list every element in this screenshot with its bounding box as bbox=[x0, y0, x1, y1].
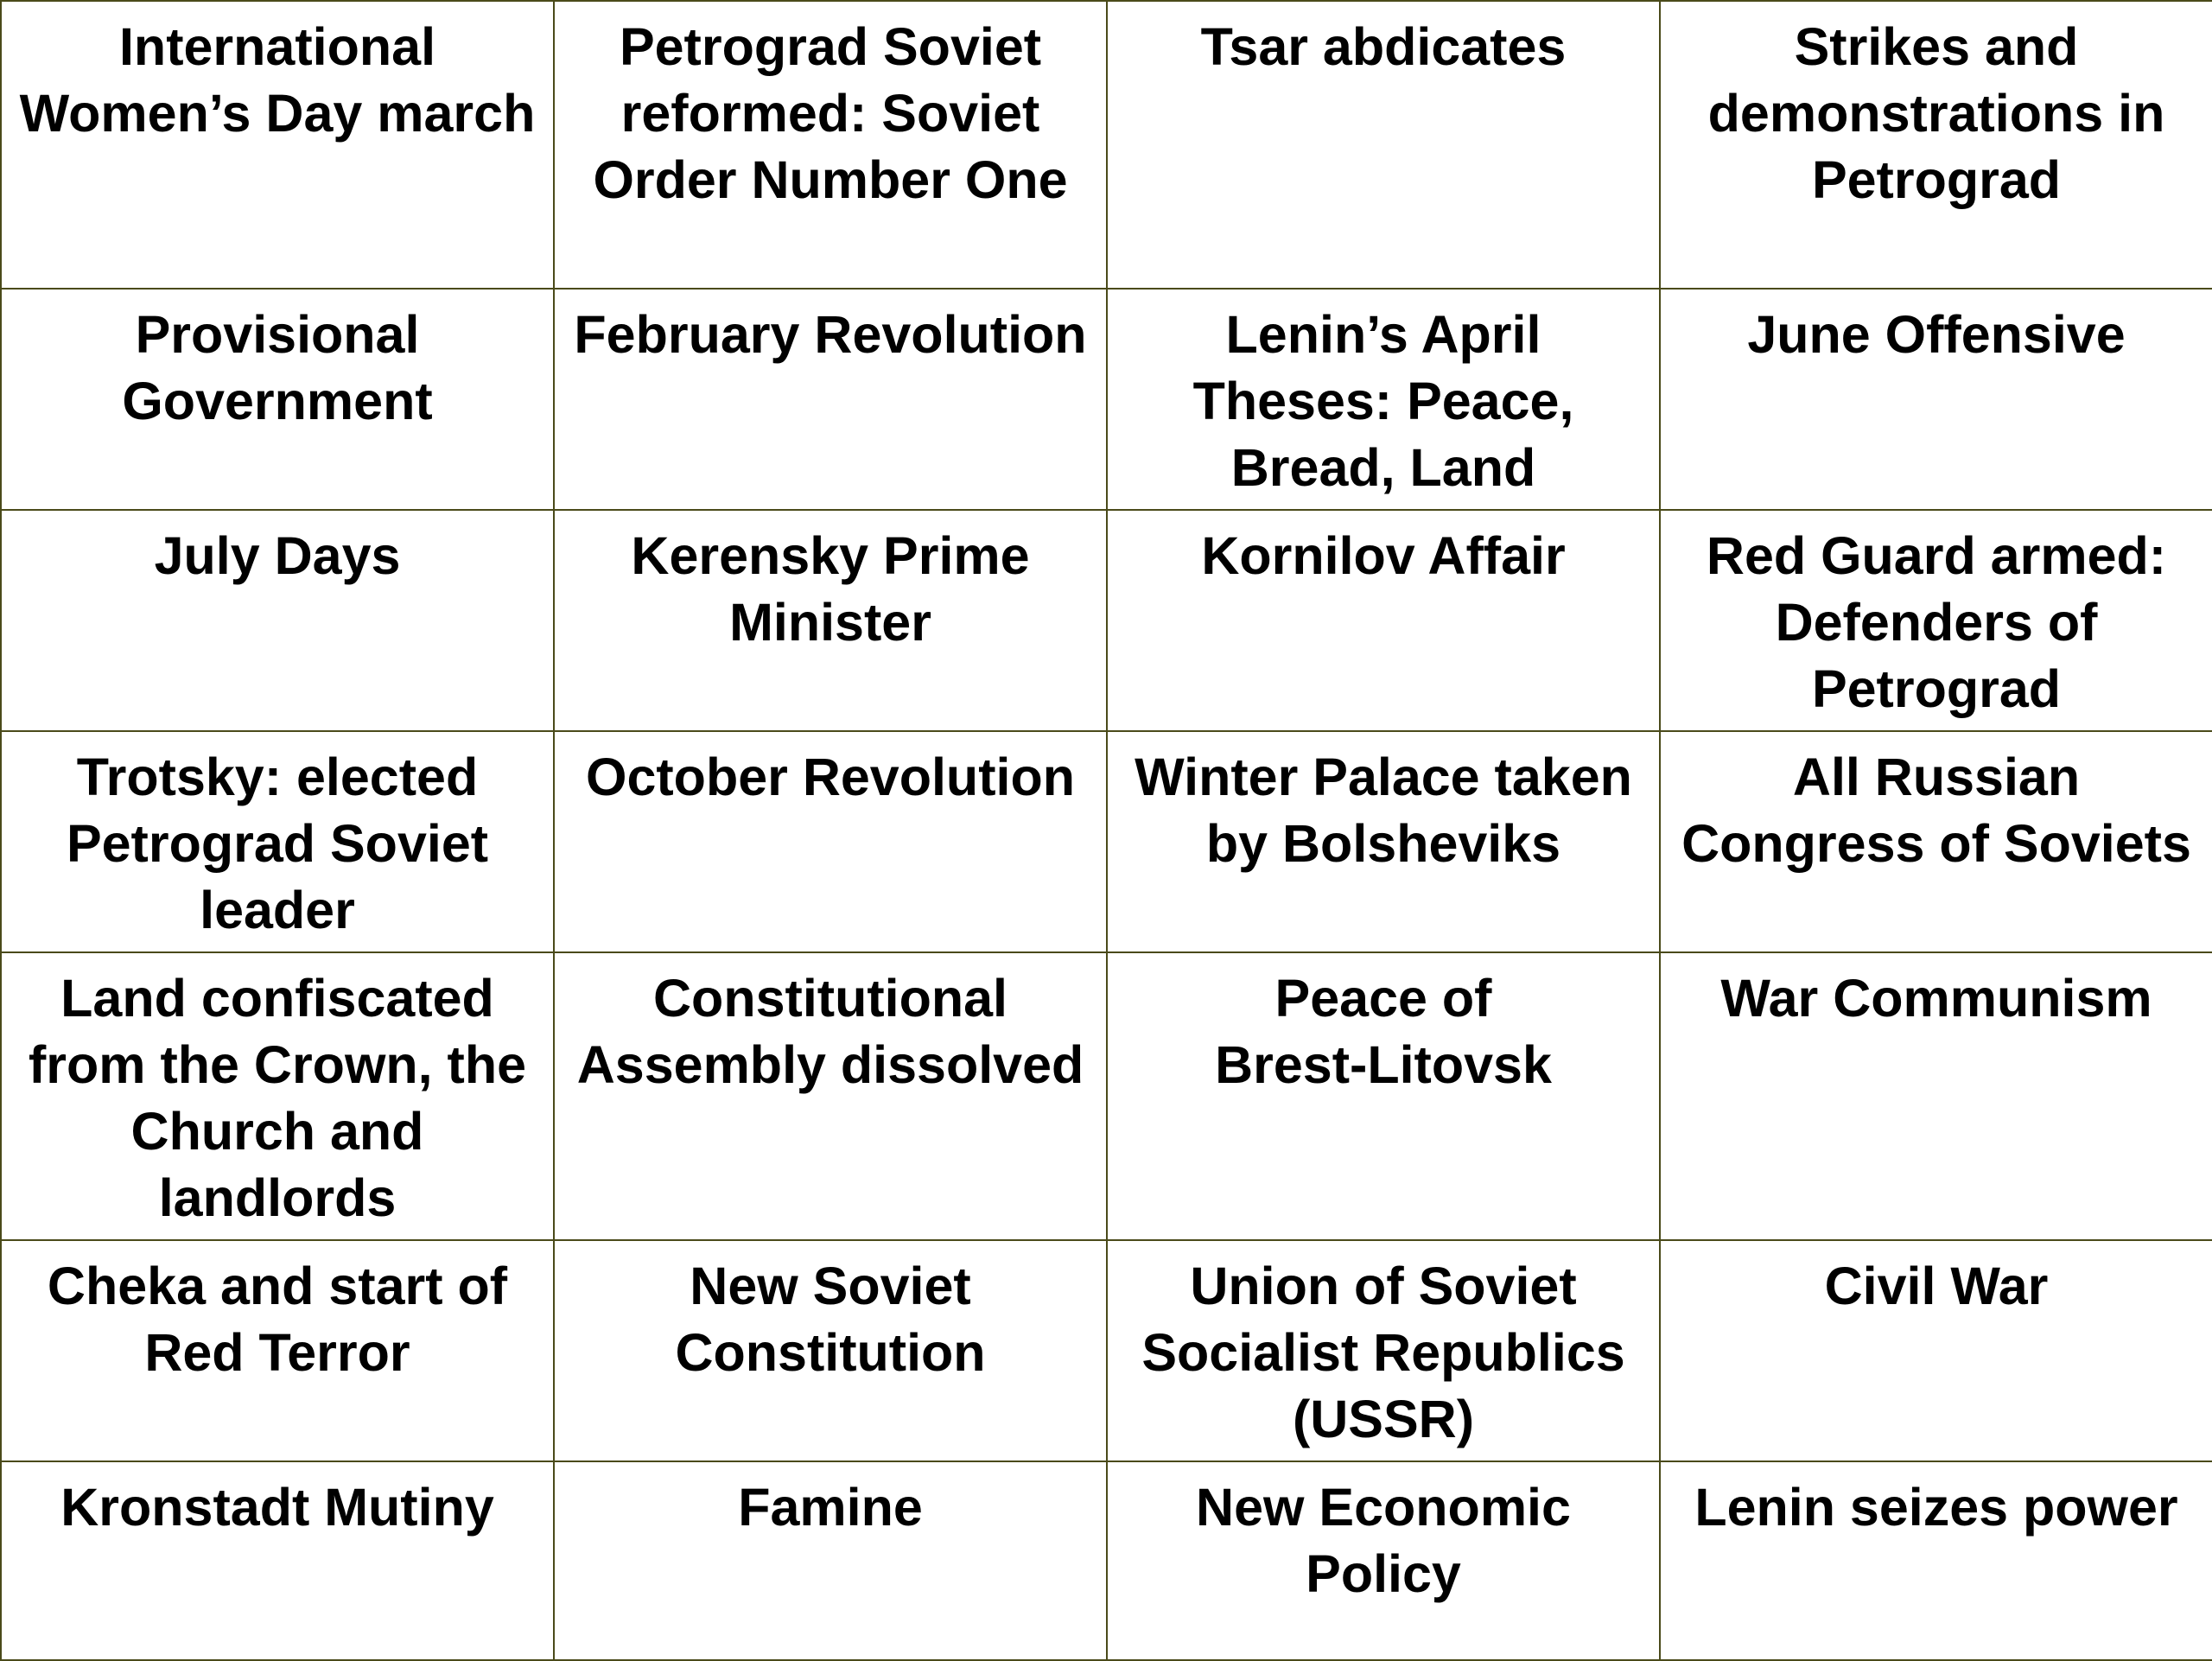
card-label: Union of Soviet Socialist Republics (USSR) bbox=[1141, 1257, 1625, 1448]
card-cell bbox=[554, 731, 1107, 952]
card-cell bbox=[1107, 952, 1660, 1240]
card-label: New Economic Policy bbox=[1196, 1478, 1571, 1603]
card-label: All Russian Congress of Soviets bbox=[1681, 748, 2191, 873]
card-label: New Soviet Constitution bbox=[675, 1257, 986, 1382]
card-label: Cheka and start of Red Terror bbox=[47, 1257, 508, 1382]
card-cell bbox=[554, 289, 1107, 510]
card-label: Peace of Brest-Litovsk bbox=[1215, 969, 1552, 1094]
card-label: Lenin seizes power bbox=[1694, 1478, 2178, 1537]
grid-row bbox=[1, 1, 2212, 289]
card-cell bbox=[1107, 731, 1660, 952]
card-label: Land confiscated from the Crown, the Church and landlords bbox=[28, 969, 527, 1227]
card-label: Kronstadt Mutiny bbox=[60, 1478, 494, 1537]
card-cell bbox=[1, 731, 554, 952]
card-cell bbox=[1660, 289, 2212, 510]
card-cell bbox=[1660, 1461, 2212, 1660]
card-cell bbox=[554, 1, 1107, 289]
grid-row bbox=[1, 510, 2212, 731]
card-label: Strikes and demonstrations in Petrograd bbox=[1707, 17, 2165, 209]
card-cell bbox=[1, 289, 554, 510]
card-label: Famine bbox=[738, 1478, 923, 1537]
card-cell bbox=[1107, 1, 1660, 289]
card-label: Lenin’s April Theses: Peace, Bread, Land bbox=[1192, 305, 1574, 497]
card-cell bbox=[1660, 731, 2212, 952]
card-label: Tsar abdicates bbox=[1200, 17, 1567, 76]
card-label: Constitutional Assembly dissolved bbox=[576, 969, 1084, 1094]
card-label: International Women’s Day march bbox=[19, 17, 536, 143]
card-cell bbox=[1660, 1, 2212, 289]
card-label: June Offensive bbox=[1747, 305, 2126, 364]
card-cell bbox=[554, 1240, 1107, 1461]
card-label: Provisional Government bbox=[122, 305, 433, 430]
card-cell bbox=[1, 952, 554, 1240]
card-cell bbox=[554, 1461, 1107, 1660]
card-label: Red Guard armed: Defenders of Petrograd bbox=[1706, 526, 2167, 718]
card-label: Winter Palace taken by Bolsheviks bbox=[1135, 748, 1632, 873]
card-cell bbox=[1660, 510, 2212, 731]
grid-row bbox=[1, 1461, 2212, 1660]
card-cell bbox=[1107, 510, 1660, 731]
card-cell bbox=[1660, 1240, 2212, 1461]
grid-row bbox=[1, 289, 2212, 510]
card-label: War Communism bbox=[1720, 969, 2152, 1028]
card-label: Petrograd Soviet reformed: Soviet Order Number One bbox=[593, 17, 1068, 209]
grid-row bbox=[1, 731, 2212, 952]
card-cell bbox=[1, 510, 554, 731]
grid-row bbox=[1, 1240, 2212, 1461]
card-cell bbox=[1, 1461, 554, 1660]
card-cell bbox=[1107, 1461, 1660, 1660]
card-label: February Revolution bbox=[574, 305, 1087, 364]
card-cell bbox=[1660, 952, 2212, 1240]
grid-row bbox=[1, 952, 2212, 1240]
card-label: Trotsky: elected Petrograd Soviet leader bbox=[66, 748, 489, 939]
card-label: July Days bbox=[154, 526, 401, 585]
card-label: October Revolution bbox=[586, 748, 1075, 806]
card-cell bbox=[554, 952, 1107, 1240]
card-cell bbox=[554, 510, 1107, 731]
card-label: Kornilov Affair bbox=[1201, 526, 1566, 585]
card-label: Kerensky Prime Minister bbox=[631, 526, 1030, 652]
card-cell bbox=[1107, 289, 1660, 510]
card-label: Civil War bbox=[1824, 1257, 2049, 1315]
card-cell bbox=[1, 1, 554, 289]
card-cell bbox=[1, 1240, 554, 1461]
card-cell bbox=[1107, 1240, 1660, 1461]
